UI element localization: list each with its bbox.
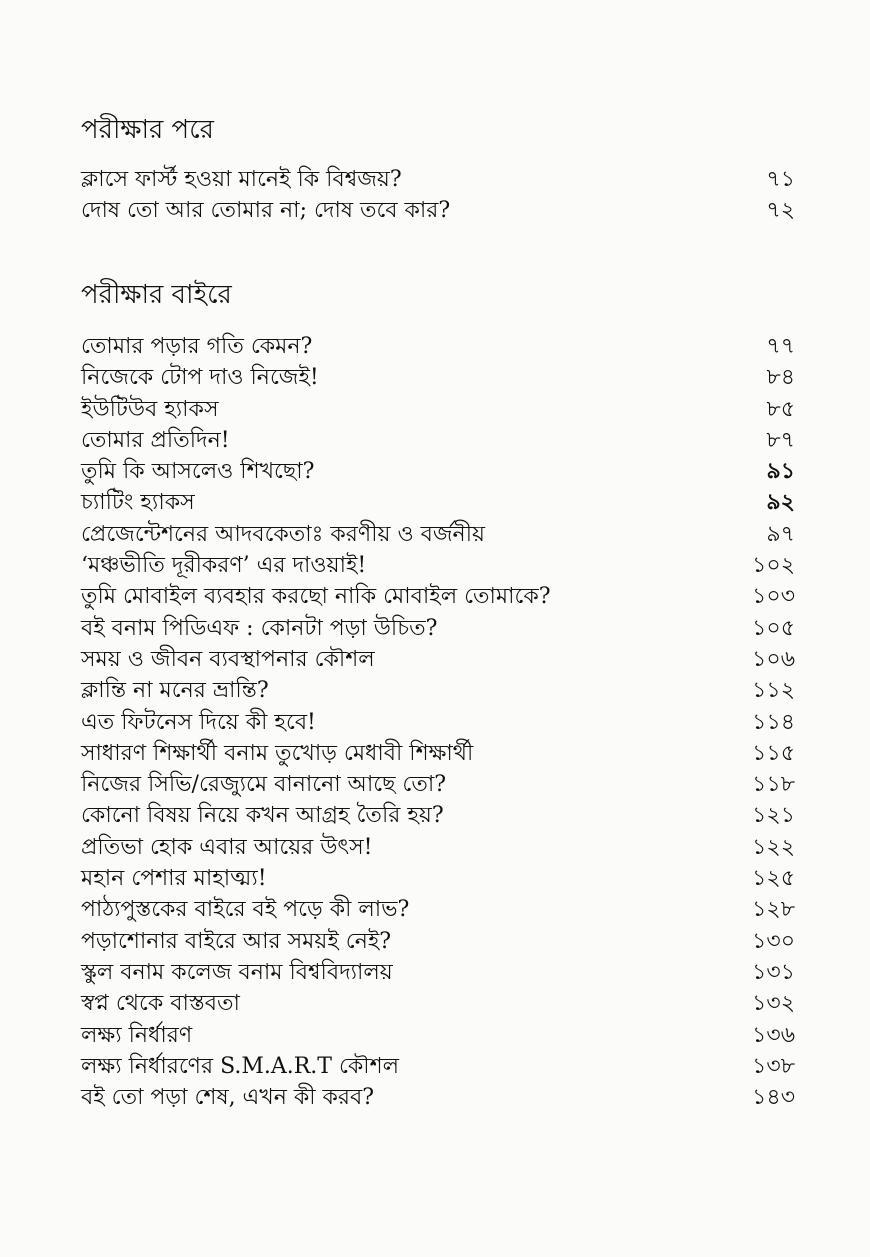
entry-title: লক্ষ্য নির্ধারণের S.M.A.R.T কৌশল [81,1053,399,1079]
entry-list [81,331,795,1145]
toc-entry [81,164,795,195]
entry-page-number: ১৩২ [752,991,795,1017]
entry-page-number: ১৩৮ [752,1053,795,1079]
toc-entry [81,456,795,487]
entry-title: নিজের সিভি/রেজ্যুমে বানানো আছে তো? [81,772,447,798]
entry-page-number: ১২২ [752,834,795,860]
toc-entry [81,894,795,925]
section-after-exam [81,114,795,227]
toc-entry [81,863,795,894]
entry-list [81,164,795,227]
entry-title: লক্ষ্য নির্ধারণ [81,1022,193,1048]
toc-entry [81,957,795,988]
entry-title: ‘মঞ্চভীতি দূরীকরণ’ এর দাওয়াই! [81,553,367,579]
toc-entry [81,613,795,644]
entry-page-number: ১২৮ [752,897,795,923]
entry-page-number: ৭৭ [766,334,795,359]
entry-page-number: ১০৬ [752,646,795,672]
entry-title: প্রেজেন্টেশনের আদবকেতাঃ করণীয় ও বর্জনীয় [81,521,485,547]
entry-page-number: ১১২ [752,678,795,704]
entry-page-number: ৯২ [766,489,795,516]
entry-page-number: ১৩৬ [752,1022,795,1048]
entry-title: এত ফিটনেস দিয়ে কী হবে! [81,709,316,735]
toc-entry [81,519,795,550]
entry-title: তুমি কি আসলেও শিখছো? [81,459,315,485]
entry-page-number: ৮৭ [766,427,795,453]
entry-title: বই বনাম পিডিএফ : কোনটা পড়া উচিত? [81,615,438,641]
entry-title: কোনো বিষয় নিয়ে কখন আগ্রহ তৈরি হয়? [81,803,444,829]
toc-entry [81,331,795,362]
entry-title: স্বপ্ন থেকে বাস্তবতা [81,991,240,1017]
toc-entry [81,1051,795,1082]
toc-entry [81,425,795,456]
entry-page-number: ১১৫ [752,740,795,766]
toc-entry [81,362,795,393]
section-outside-exam [81,279,795,1145]
entry-page-number: ৯১ [766,458,795,485]
toc-entry [81,581,795,612]
entry-page-number: ১৪৩ [752,1085,795,1111]
section-title: পরীক্ষার বাইরে [81,280,232,310]
entry-page-number: ১১৪ [752,709,795,735]
toc-entry [81,1113,795,1144]
entry-page-number: ১২৫ [752,866,795,892]
toc-entry [81,1020,795,1051]
entry-page-number: ১১৮ [752,772,795,798]
toc-entry [81,832,795,863]
toc-entry [81,769,795,800]
entry-title: তোমার প্রতিদিন! [81,427,230,453]
toc-entry [81,644,795,675]
entry-title: তোমার পড়ার গতি কেমন? [81,334,313,359]
toc-entry [81,195,795,226]
entry-title: সময় ও জীবন ব্যবস্থাপনার কৌশল [81,646,375,672]
entry-title: পাঠ্যপুস্তকের বাইরে বই পড়ে কী লাভ? [81,897,410,923]
entry-page-number: ১০২ [752,553,795,579]
entry-page-number: ৭১ [766,167,795,192]
entry-page-number: ৯৭ [766,521,795,547]
entry-title: ক্লান্তি না মনের ভ্রান্তি? [81,678,269,704]
toc-entry [81,800,795,831]
entry-page-number: ৮৪ [766,365,795,391]
entry-title: মহান পেশার মাহাত্ম্য! [81,866,267,892]
entry-title: ইউটিউব হ্যাকস [81,396,219,422]
entry-page-number: ১২১ [752,803,795,829]
entry-page-number: ৮৫ [766,396,795,422]
entry-page-number: ১০৩ [752,584,795,610]
entry-title: প্রতিভা হোক এবার আয়ের উৎস! [81,834,373,860]
entry-title: পড়াশোনার বাইরে আর সময়ই নেই? [81,928,392,954]
toc-entry [81,550,795,581]
entry-page-number: ১০৫ [752,615,795,641]
entry-title: স্কুল বনাম কলেজ বনাম বিশ্ববিদ্যালয় [81,959,393,985]
entry-page-number: ১৩১ [752,959,795,985]
entry-title: ক্লাসে ফার্স্ট হওয়া মানেই কি বিশ্বজয়? [81,167,402,192]
entry-title: সাধারণ শিক্ষার্থী বনাম তুখোড় মেধাবী শিক্ষার্থী [81,740,474,766]
entry-title: তুমি মোবাইল ব্যবহার করছো নাকি মোবাইল তোমাকে? [81,584,551,610]
toc-entry [81,738,795,769]
toc-entry [81,707,795,738]
entry-title: নিজেকে টোপ দাও নিজেই! [81,365,319,391]
toc-entry [81,487,795,518]
entry-title: দোষ তো আর তোমার না; দোষ তবে কার? [81,198,451,224]
toc-entry [81,988,795,1019]
entry-title: চ্যাটিং হ্যাকস [81,490,195,516]
toc-entry [81,926,795,957]
entry-page-number: ১৩০ [752,928,795,954]
section-title: পরীক্ষার পরে [81,115,214,145]
toc-entry [81,1082,795,1113]
entry-page-number: ৭২ [766,198,795,224]
toc-entry [81,394,795,425]
toc-entry [81,675,795,706]
entry-title: বই তো পড়া শেষ, এখন কী করব? [81,1085,375,1111]
